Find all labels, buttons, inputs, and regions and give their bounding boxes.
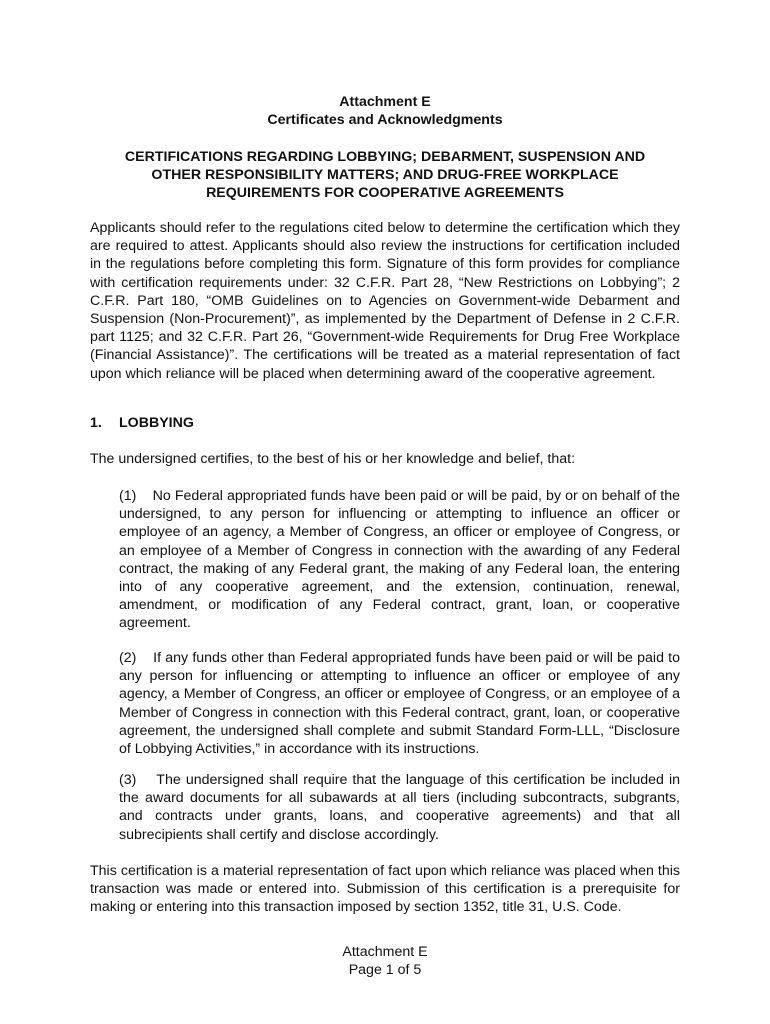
- footer: [0, 943, 770, 979]
- heading-line: CERTIFICATIONS REGARDING LOBBYING; DEBARMENT, SUSPENSION AND: [124, 149, 646, 165]
- certification-item: (2) If any funds other than Federal appropriated funds have been paid or will be paid to any person for influencing or attempting to influence an officer or employee of any agency, a Member of Congress, an officer or employee of Congress, or an employee of a Member of Congress in connection with this Federal contract, grant, loan, or cooperative agreement, the undersigned shall complete and submit Standard Form-LLL, “Disclosure of Lobbying Activities,” in accordance with its instructions.: [119, 650, 684, 758]
- footer-attachment: Attachment E: [342, 944, 428, 960]
- document-subtitle: Certificates and Acknowledgments: [267, 112, 503, 128]
- heading-line: REQUIREMENTS FOR COOPERATIVE AGREEMENTS: [206, 185, 564, 201]
- certification-item: (1) No Federal appropriated funds have been paid or will be paid, by or on behalf of the undersigned, to any person for influencing or attempting to influence an officer or employee of an agency, a Member of Congress, an officer or employee of Congress, or an employee of a Member of Congress in connection with the awarding of any Federal contract, the making of any Federal grant, the making of any Federal loan, the entering into of any cooperative agreement, and the extension, continuation, renewal, amendment, or modification of any Federal contract, grant, loan, or cooperative agreement.: [119, 488, 684, 632]
- certification-item: (3) The undersigned shall require that the language of this certification be included in the award documents for all subawards at all tiers (including subcontracts, subgrants, and contracts under grants, loans, and cooperative agreements) and that all subrecipients shall certify and disclose accordingly.: [119, 772, 684, 843]
- heading-line: OTHER RESPONSIBILITY MATTERS; AND DRUG-FREE WORKPLACE: [151, 167, 619, 183]
- section-title-text: LOBBYING: [119, 415, 194, 431]
- page-number: Page 1 of 5: [348, 962, 422, 978]
- intro-paragraph: Applicants should refer to the regulations cited below to determine the certification which they are required to attest. Applicants should also review the instructions for certification included in the regulations before completing this form. Signature of this form provides for compliance with certification requirements under: 32 C.F.R. Part 28, “New Restrictions on Lobbying”; 2 C.F.R. Part 180, “OMB Guidelines on to Agencies on Government-wide Debarment and Suspension (Non-Procurement)”, as implemented by the Department of Defense in 2 C.F.R. part 1125; and 32 C.F.R. Part 26, “Government-wide Requirements for Drug Free Workplace (Financial Assistance)”. The certifications will be treated as a material representation of fact upon which reliance will be placed when determining award of the cooperative agreement.: [90, 220, 680, 382]
- section-title-lobbying: [90, 415, 194, 431]
- certification-heading: [80, 148, 690, 202]
- certification-lead: The undersigned certifies, to the best of his or her knowledge and belief, that:: [90, 451, 576, 467]
- attachment-label: Attachment E: [339, 94, 431, 110]
- section-number: 1.: [90, 415, 102, 431]
- closing-paragraph: This certification is a material representation of fact upon which reliance was placed when this transaction was made or entered into. Submission of this certification is a prerequisite for making or entering into this transaction imposed by section 1352, title 31, U.S. Code.: [90, 863, 680, 916]
